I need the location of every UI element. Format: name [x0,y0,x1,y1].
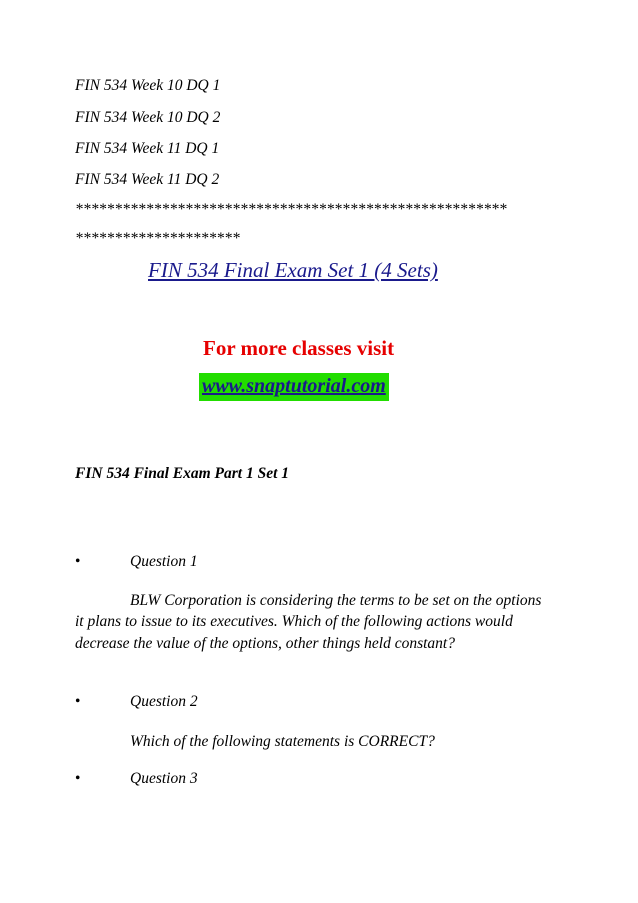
week-item: FIN 534 Week 10 DQ 2 [75,109,221,126]
separator-stars: ********************* [75,230,240,247]
section-heading: FIN 534 Final Exam Part 1 Set 1 [75,465,290,482]
separator-stars: ******************************************************* [75,201,507,218]
exam-title-link[interactable]: FIN 534 Final Exam Set 1 (4 Sets) [148,258,438,282]
site-link-wrapper [199,373,389,401]
question-label: Question 3 [130,770,198,787]
question-label: Question 2 [130,693,198,710]
week-item: FIN 534 Week 11 DQ 2 [75,171,220,188]
week-item: FIN 534 Week 10 DQ 1 [75,77,221,94]
site-link[interactable]: www.snaptutorial.com [199,373,389,401]
question-text: Which of the following statements is CORRECT? [130,733,435,750]
bullet: • [75,553,81,570]
visit-text: For more classes visit [203,336,395,360]
question-text: BLW Corporation is considering the terms to be set on the options it plans to issue to its executives. Which of the following actions would decrease the value of the options, other things held constant? [75,592,542,652]
bullet: • [75,693,81,710]
bullet: • [75,770,81,787]
question-label: Question 1 [130,553,198,570]
week-item: FIN 534 Week 11 DQ 1 [75,140,220,157]
